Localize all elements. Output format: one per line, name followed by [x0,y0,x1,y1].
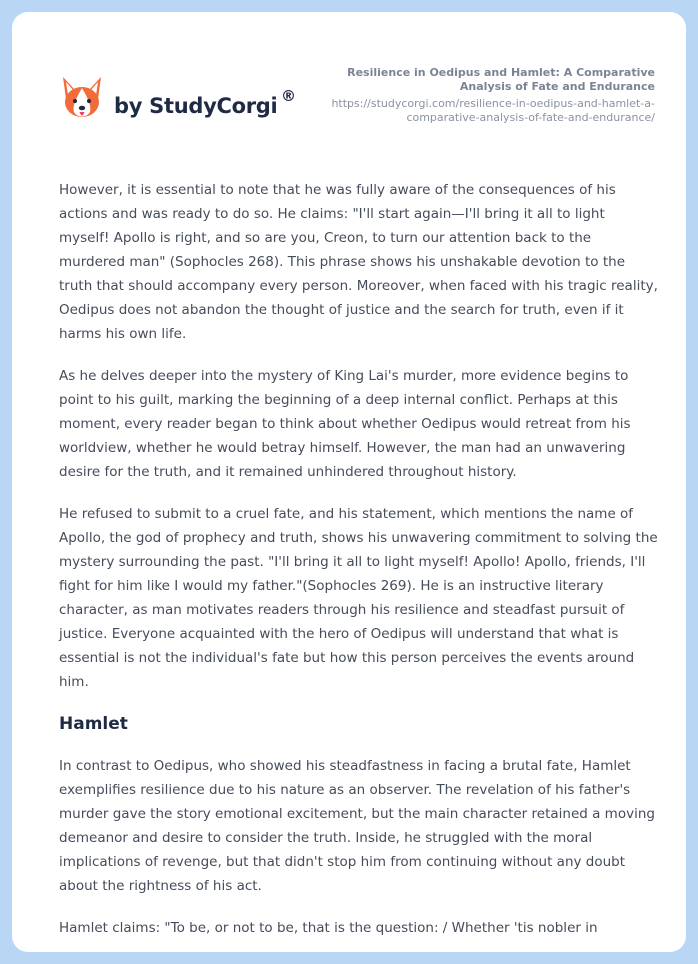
article-body [59,178,659,952]
studycorgi-logo[interactable] [60,75,310,131]
paragraph: He refused to submit to a cruel fate, and his statement, which mentions the name of Apollo, the god of prophecy and truth, shows his unwavering commitment to solving the mystery surrounding the past. "I'll bring it all to light myself! Apollo! Apollo, friends, I'll fight for him like I would my father."(Sophocles 269). He is an instructive literary character, as man motivates readers through his resilience and steadfast pursuit of justice. Everyone acquainted with the hero of Oedipus will understand that what is essential is not the individual's fate but how this person perceives the events around him. [59,506,658,690]
document-title: Resilience in Oedipus and Hamlet: A Comparative Analysis of Fate and Endurance [347,66,655,93]
corgi-icon [60,75,104,123]
section-heading: Hamlet [59,714,128,734]
document-url[interactable]: https://studycorgi.com/resilience-in-oedipus-and-hamlet-a-comparative-analysis-of-fate-and-endurance/ [331,97,655,124]
registered-mark: ® [281,87,296,105]
paragraph: As he delves deeper into the mystery of King Lai's murder, more evidence begins to point to his guilt, marking the beginning of a deep internal conflict. Perhaps at this moment, every reader began to think about whether Oedipus would retreat from his worldview, whether he would betray himself. However, the man had an unwavering desire for the truth, and it remained unhindered throughout history. [59,368,631,480]
page-header [12,12,686,162]
paragraph: In contrast to Oedipus, who showed his steadfastness in facing a brutal fate, Hamlet exemplifies resilience due to his nature as an observer. The revelation of his father's murder gave the story emotional excitement, but the main character retained a moving demeanor and desire to consider the truth. Inside, he struggled with the moral implications of revenge, but that didn't stop him from continuing without any doubt about the rightness of his act. [59,758,655,894]
paragraph: Hamlet claims: "To be, or not to be, that is the question: / Whether 'tis nobler in [59,920,598,936]
brand-name: by StudyCorgi [114,94,278,118]
paragraph: However, it is essential to note that he was fully aware of the consequences of his actions and was ready to do so. He claims: "I'll start again—I'll bring it all to light myself! Apollo is right, and so are you, Creon, to turn our attention back to the murdered man" (Sophocles 268). This phrase shows his unshakable devotion to the truth that should accompany every person. Moreover, when faced with his tragic reality, Oedipus does not abandon the thought of justice and the search for truth, even if it harms his own life. [59,182,658,342]
document-page [12,12,686,952]
